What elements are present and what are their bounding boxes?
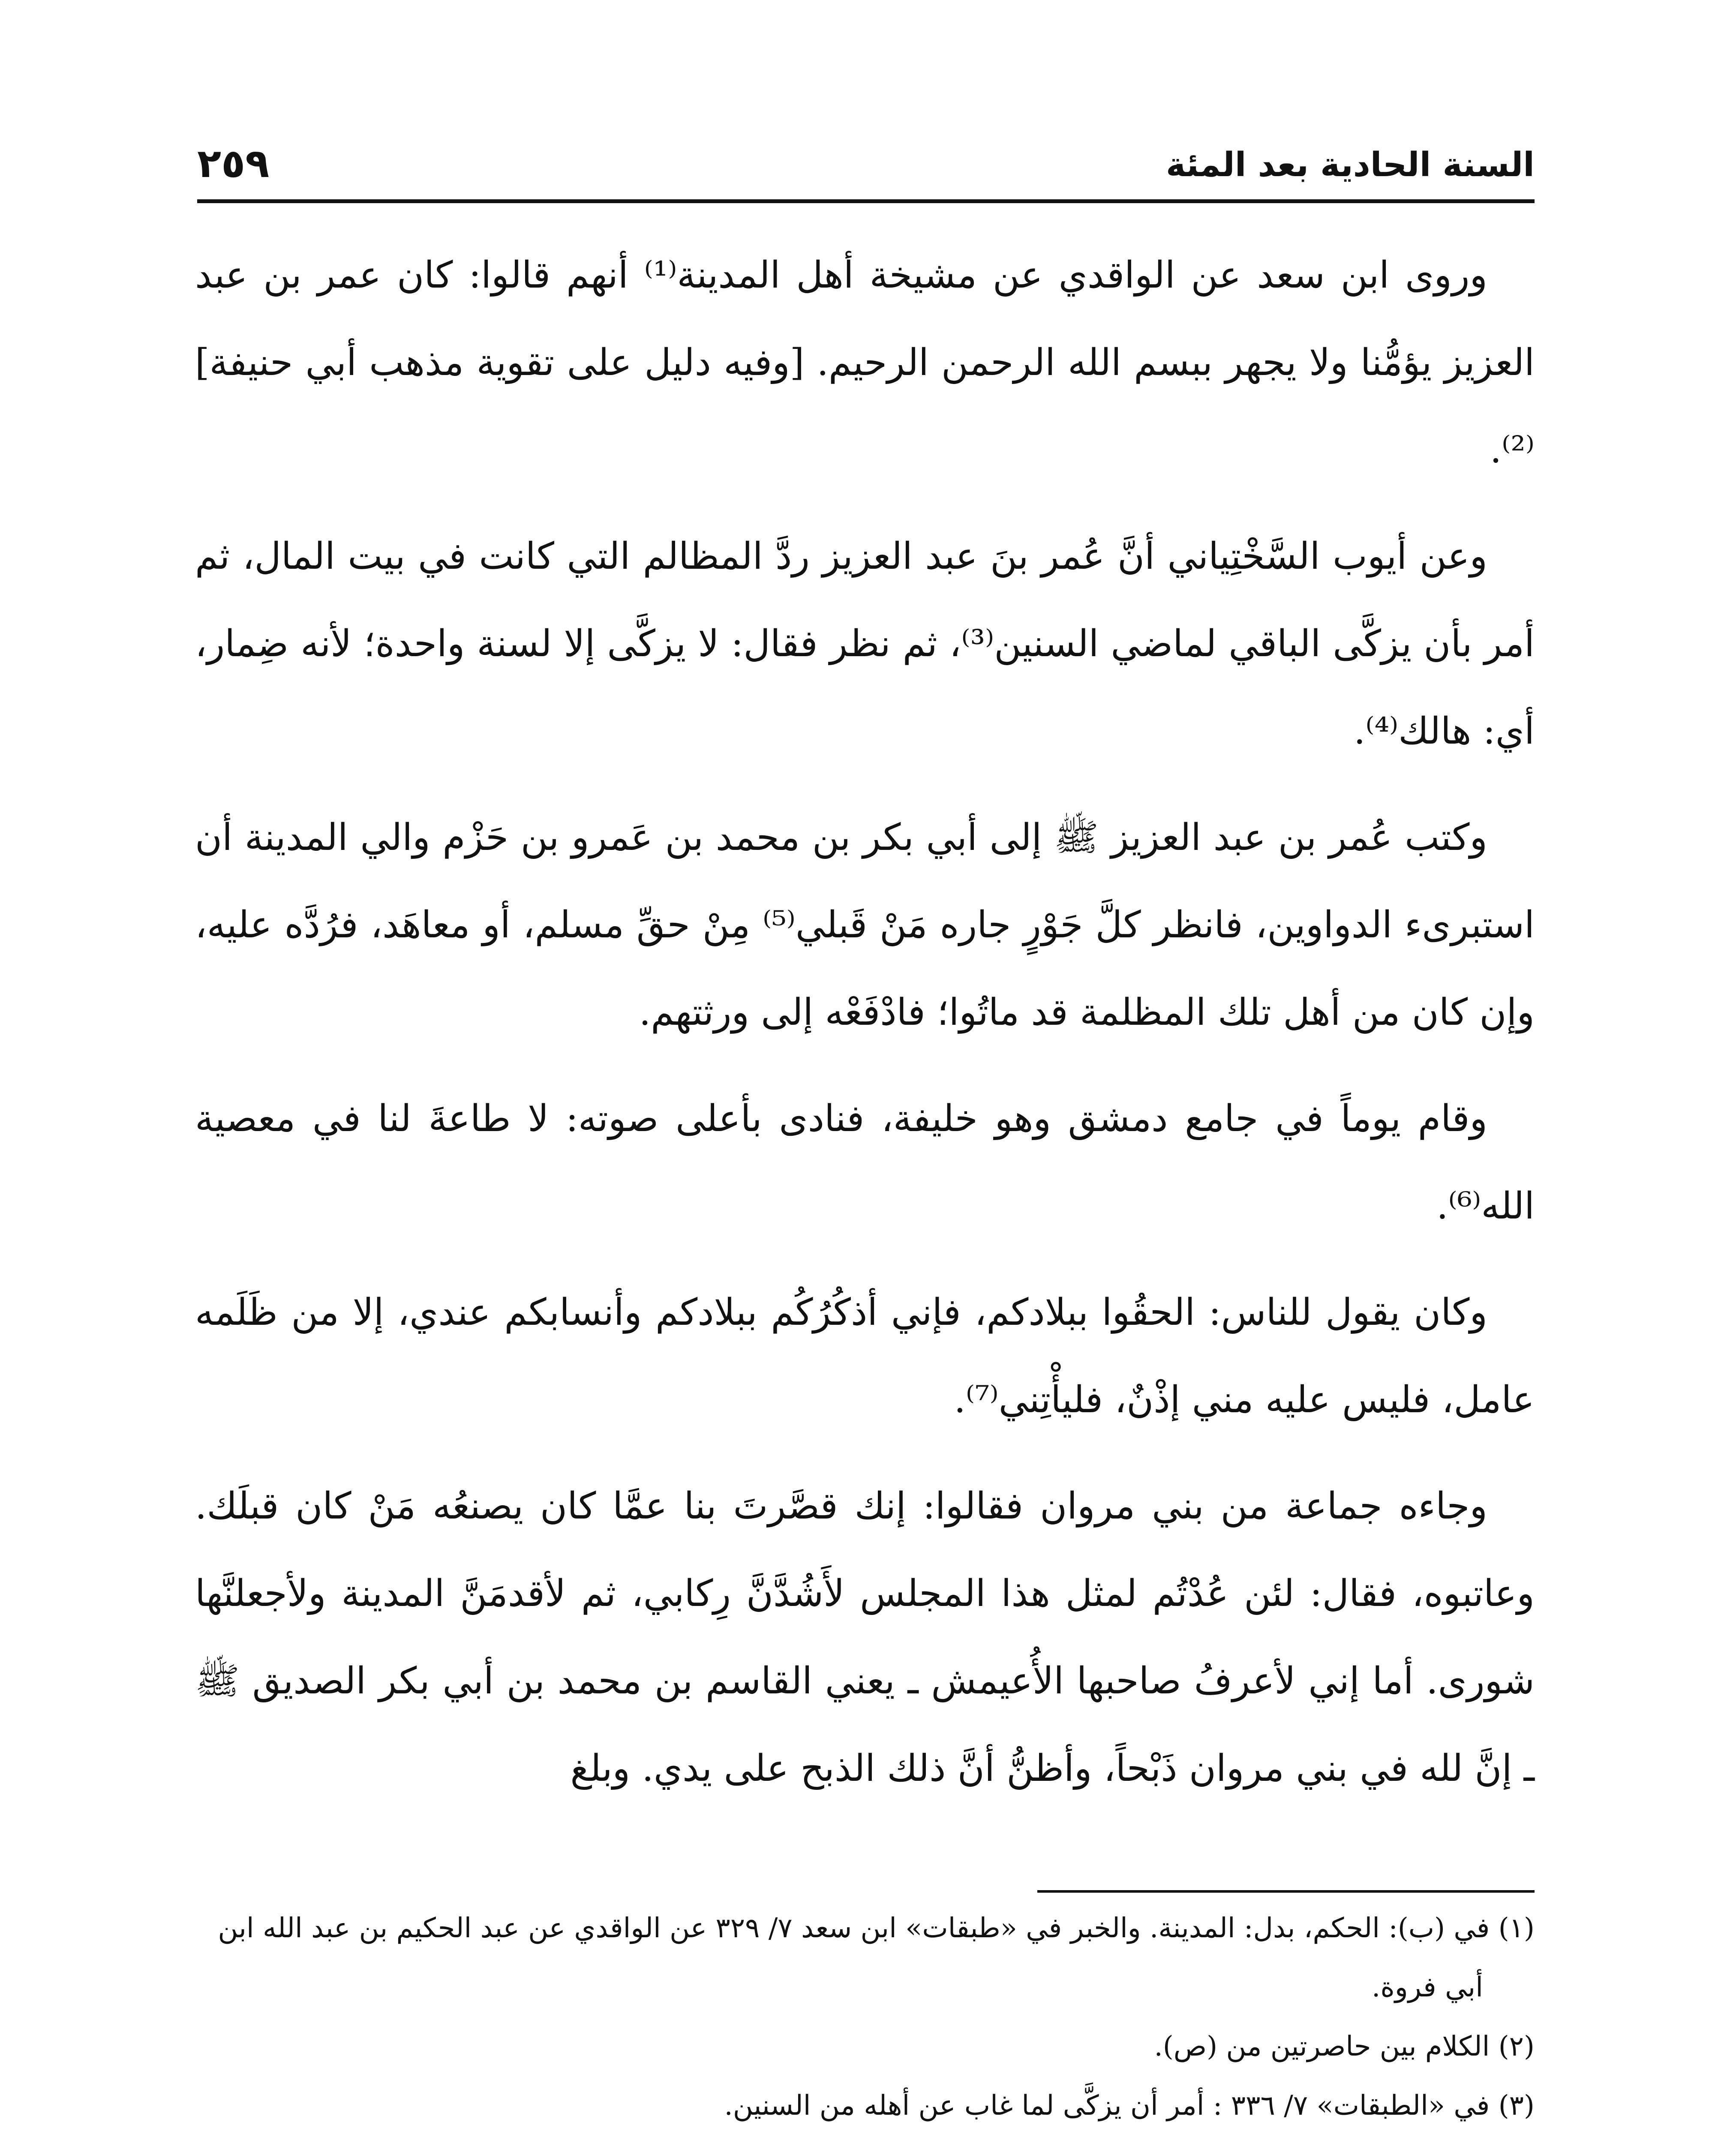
footnote: (١) في (ب): الحكم، بدل: المدينة. والخبر في «طبقات» ابن سعد ٧/ ٣٢٩ عن الواقدي عن عبد الحكيم بن عبد الله ابن أبي فروة. [218,1912,1535,2003]
paragraph: وكان يقول للناس: الحقُوا ببلادكم، فإني أذكُرُكُم ببلادكم وأنسابكم عندي، إلا من ظَلَمه عامل، فليس عليه مني إذْنٌ، فليأْتِني⁽⁷⁾. [195,1291,1535,1421]
footnotes [195,1899,1535,2143]
running-header [197,129,1535,201]
paragraph: وروى ابن سعد عن الواقدي عن مشيخة أهل المدينة⁽¹⁾ أنهم قالوا: كان عمر بن عبد العزيز يؤمُّنا ولا يجهر ببسم الله الرحمن الرحيم. [وفيه دليل على تقوية مذهب أبي حنيفة]⁽²⁾. [195,254,1535,471]
paragraph: وعن أيوب السَّخْتِياني أنَّ عُمر بنَ عبد العزيز ردَّ المظالم التي كانت في بيت المال، ثم أمر بأن يزكَّى الباقي لماضي السنين⁽³⁾، ثم نظر فقال: لا يزكَّى إلا لسنة واحدة؛ لأنه ضِمار، أي: هالك⁽⁴⁾. [195,535,1535,753]
footnote-divider [1037,1890,1535,1893]
main-text [195,231,1535,1831]
paragraph: وكتب عُمر بن عبد العزيز ﷺ إلى أبي بكر بن محمد بن عَمرو بن حَزْم والي المدينة أن استبرىء الدواوين، فانظر كلَّ جَوْرٍ جاره مَنْ قَبلي⁽⁵⁾ مِنْ حقِّ مسلم، أو معاهَد، فرُدَّه عليه، وإن كان من أهل تلك المظلمة قد ماتُوا؛ فادْفَعْه إلى ورثتهم. [195,816,1535,1034]
paragraph: وقام يوماً في جامع دمشق وهو خليفة، فنادى بأعلى صوته: لا طاعةَ لنا في معصية الله⁽⁶⁾. [195,1097,1535,1228]
footnote: (٣) في «الطبقات» ٧/ ٣٣٦ : أمر أن يزكَّى لما غاب عن أهله من السنين. [724,2090,1535,2122]
footnote [195,2135,1535,2143]
footnote: (٢) الكلام بين حاصرتين من (ص). [1154,2031,1535,2062]
header-divider [197,199,1535,203]
paragraph: وجاءه جماعة من بني مروان فقالوا: إنك قصَّرتَ بنا عمَّا كان يصنعُه مَنْ كان قبلَك. وعاتبوه، فقال: لئن عُدْتُم لمثل هذا المجلس لأَشُدَّنَّ رِكابي، ثم لأقدمَنَّ المدينة ولأجعلنَّها شورى. أما إني لأعرفُ صاحبها الأُعيمش ـ يعني القاسم بن محمد بن أبي بكر الصديق ﷺ ـ إنَّ لله في بني مروان ذَبْحاً، وأظنُّ أنَّ ذلك الذبح على يدي. وبلغ [195,1485,1535,1790]
chapter-title: السنة الحادية بعد المئة [1166,146,1535,184]
page-number: ٢٥٩ [197,141,270,186]
